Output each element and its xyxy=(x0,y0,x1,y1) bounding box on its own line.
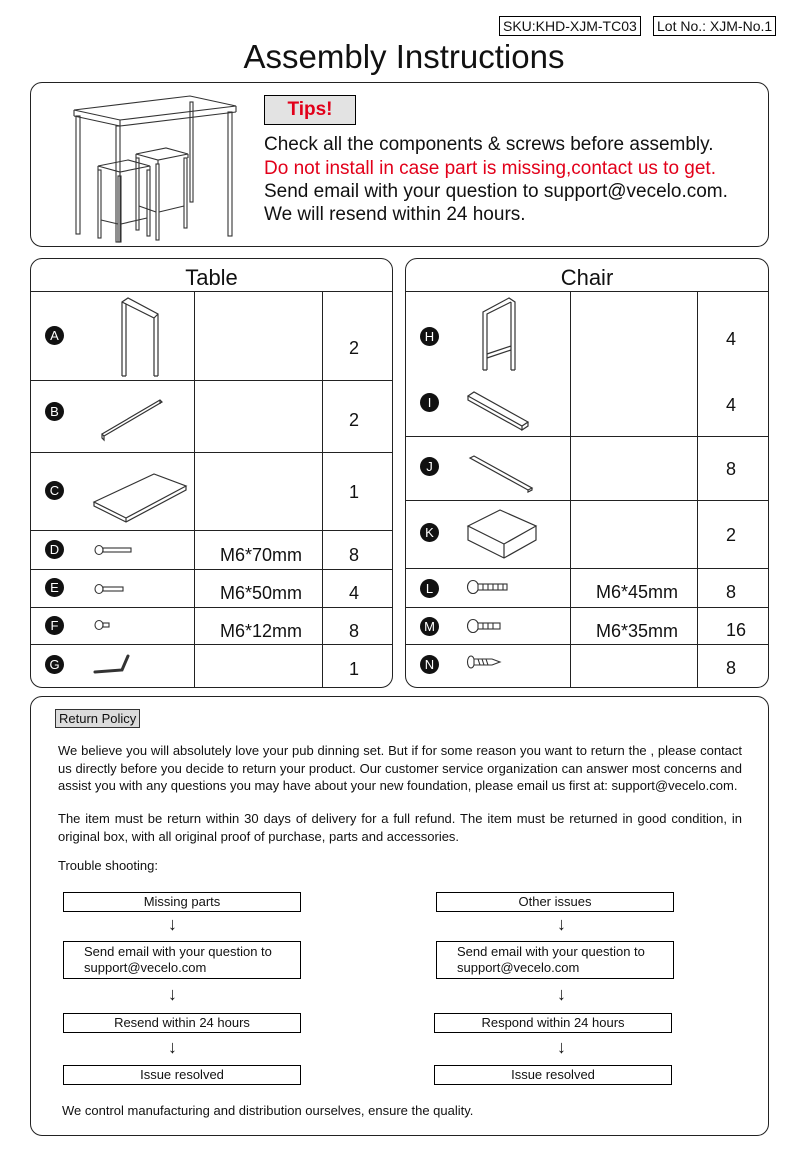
table-parts-title: Table xyxy=(185,265,238,290)
part-quantity: 8 xyxy=(726,582,737,602)
page-title: Assembly Instructions xyxy=(243,38,565,75)
part-spec-m: M6*35mm xyxy=(596,621,679,641)
tips-badge: Tips! xyxy=(264,95,356,125)
part-quantity: 1 xyxy=(349,659,360,679)
part-quantity: 4 xyxy=(726,329,737,349)
part-letter-l: L xyxy=(420,579,439,598)
part-spec-d: M6*70mm xyxy=(220,545,303,565)
part-quantity: 2 xyxy=(726,525,737,545)
part-quantity: 16 xyxy=(726,620,747,640)
flow-missing-parts: Missing parts xyxy=(63,892,301,912)
part-letter-c: C xyxy=(45,481,64,500)
part-spec-f: M6*12mm xyxy=(220,621,303,641)
part-quantity: 2 xyxy=(349,410,360,430)
part-letter-h: H xyxy=(420,327,439,346)
flow-step-text: Send email with your question to xyxy=(84,944,272,959)
part-letter-d: D xyxy=(45,540,64,559)
table-parts-panel xyxy=(30,258,393,688)
flow-send-email-right xyxy=(436,941,674,979)
part-quantity: 8 xyxy=(726,459,737,479)
chair-parts-panel xyxy=(405,258,769,688)
part-letter-n: N xyxy=(420,655,439,674)
arrow-down-icon: ↓ xyxy=(168,984,177,1004)
part-quantity: 2 xyxy=(349,338,360,358)
return-policy-paragraph-2: The item must be return within 30 days of delivery for a full refund. The item must be returned in good condition, in original box, with all original proof of purchase, parts and accessories. xyxy=(58,811,742,844)
part-quantity: 8 xyxy=(349,545,360,565)
bolt-m6x70-drawing xyxy=(94,544,134,556)
tip-missing-part-warning: Do not install in case part is missing,contact us to get. xyxy=(264,158,716,179)
support-email: support@vecelo.com xyxy=(84,960,207,975)
bolt-m6x50-drawing xyxy=(94,583,126,595)
bolt-m6x45-drawing xyxy=(466,579,510,595)
side-frame-drawing xyxy=(118,296,162,378)
part-letter-i: I xyxy=(420,393,439,412)
part-quantity: 8 xyxy=(726,658,737,678)
chair-parts-title: Chair xyxy=(560,265,614,290)
part-letter-e: E xyxy=(45,578,64,597)
part-quantity: 8 xyxy=(349,621,360,641)
part-quantity: 4 xyxy=(726,395,737,415)
allen-key-drawing xyxy=(92,652,132,678)
arrow-down-icon: ↓ xyxy=(557,1037,566,1057)
seat-rail-drawing xyxy=(466,388,530,432)
trouble-shooting-label: Trouble shooting: xyxy=(58,858,158,873)
support-email: support@vecelo.com xyxy=(457,960,580,975)
bolt-m6x35-drawing xyxy=(466,618,504,634)
seat-board-drawing xyxy=(466,506,538,562)
part-letter-f: F xyxy=(45,616,64,635)
pub-set-illustration xyxy=(70,96,240,242)
flow-issue-resolved-left: Issue resolved xyxy=(63,1065,301,1085)
tip-check-components: Check all the components & screws before assembly. xyxy=(264,134,714,155)
part-spec-e: M6*50mm xyxy=(220,583,303,603)
part-letter-b: B xyxy=(45,402,64,421)
tip-resend-time: We will resend within 24 hours. xyxy=(264,204,526,225)
return-policy-paragraph-1: We believe you will absolutely love your pub dinning set. But if for some reason you want to return the , please contact us directly before you decide to return your product. Our customer service organization can answer most concerns and assist you with any questions you may have about your new foundation, please email us first at: support@vecelo.com. xyxy=(58,743,742,793)
tip-email-support: Send email with your question to support@vecelo.com. xyxy=(264,181,728,202)
tabletop-drawing xyxy=(92,470,188,526)
flow-other-issues: Other issues xyxy=(436,892,674,912)
part-letter-m: M xyxy=(420,617,439,636)
arrow-down-icon: ↓ xyxy=(557,914,566,934)
crossbar-drawing xyxy=(100,398,164,440)
arrow-down-icon: ↓ xyxy=(168,914,177,934)
flow-step-text: Send email with your question to xyxy=(457,944,645,959)
part-letter-j: J xyxy=(420,457,439,476)
flow-send-email-left xyxy=(63,941,301,979)
return-policy-label: Return Policy xyxy=(55,709,140,728)
arrow-down-icon: ↓ xyxy=(168,1037,177,1057)
bolt-m6x12-drawing xyxy=(94,619,112,631)
flow-resend: Resend within 24 hours xyxy=(63,1013,301,1033)
lot-number: Lot No.: XJM-No.1 xyxy=(653,16,776,36)
part-spec-l: M6*45mm xyxy=(596,582,679,602)
flow-respond: Respond within 24 hours xyxy=(434,1013,672,1033)
part-quantity: 1 xyxy=(349,482,360,502)
arrow-down-icon: ↓ xyxy=(557,984,566,1004)
sku-label: SKU:KHD-XJM-TC03 xyxy=(499,16,641,36)
part-quantity: 4 xyxy=(349,583,360,603)
chair-frame-drawing xyxy=(479,296,519,372)
part-letter-a: A xyxy=(45,326,64,345)
foot-rail-drawing xyxy=(468,454,534,494)
part-letter-g: G xyxy=(45,655,64,674)
wood-screw-drawing xyxy=(466,654,502,670)
quality-statement: We control manufacturing and distribution ourselves, ensure the quality. xyxy=(62,1103,474,1118)
part-letter-k: K xyxy=(420,523,439,542)
flow-issue-resolved-right: Issue resolved xyxy=(434,1065,672,1085)
